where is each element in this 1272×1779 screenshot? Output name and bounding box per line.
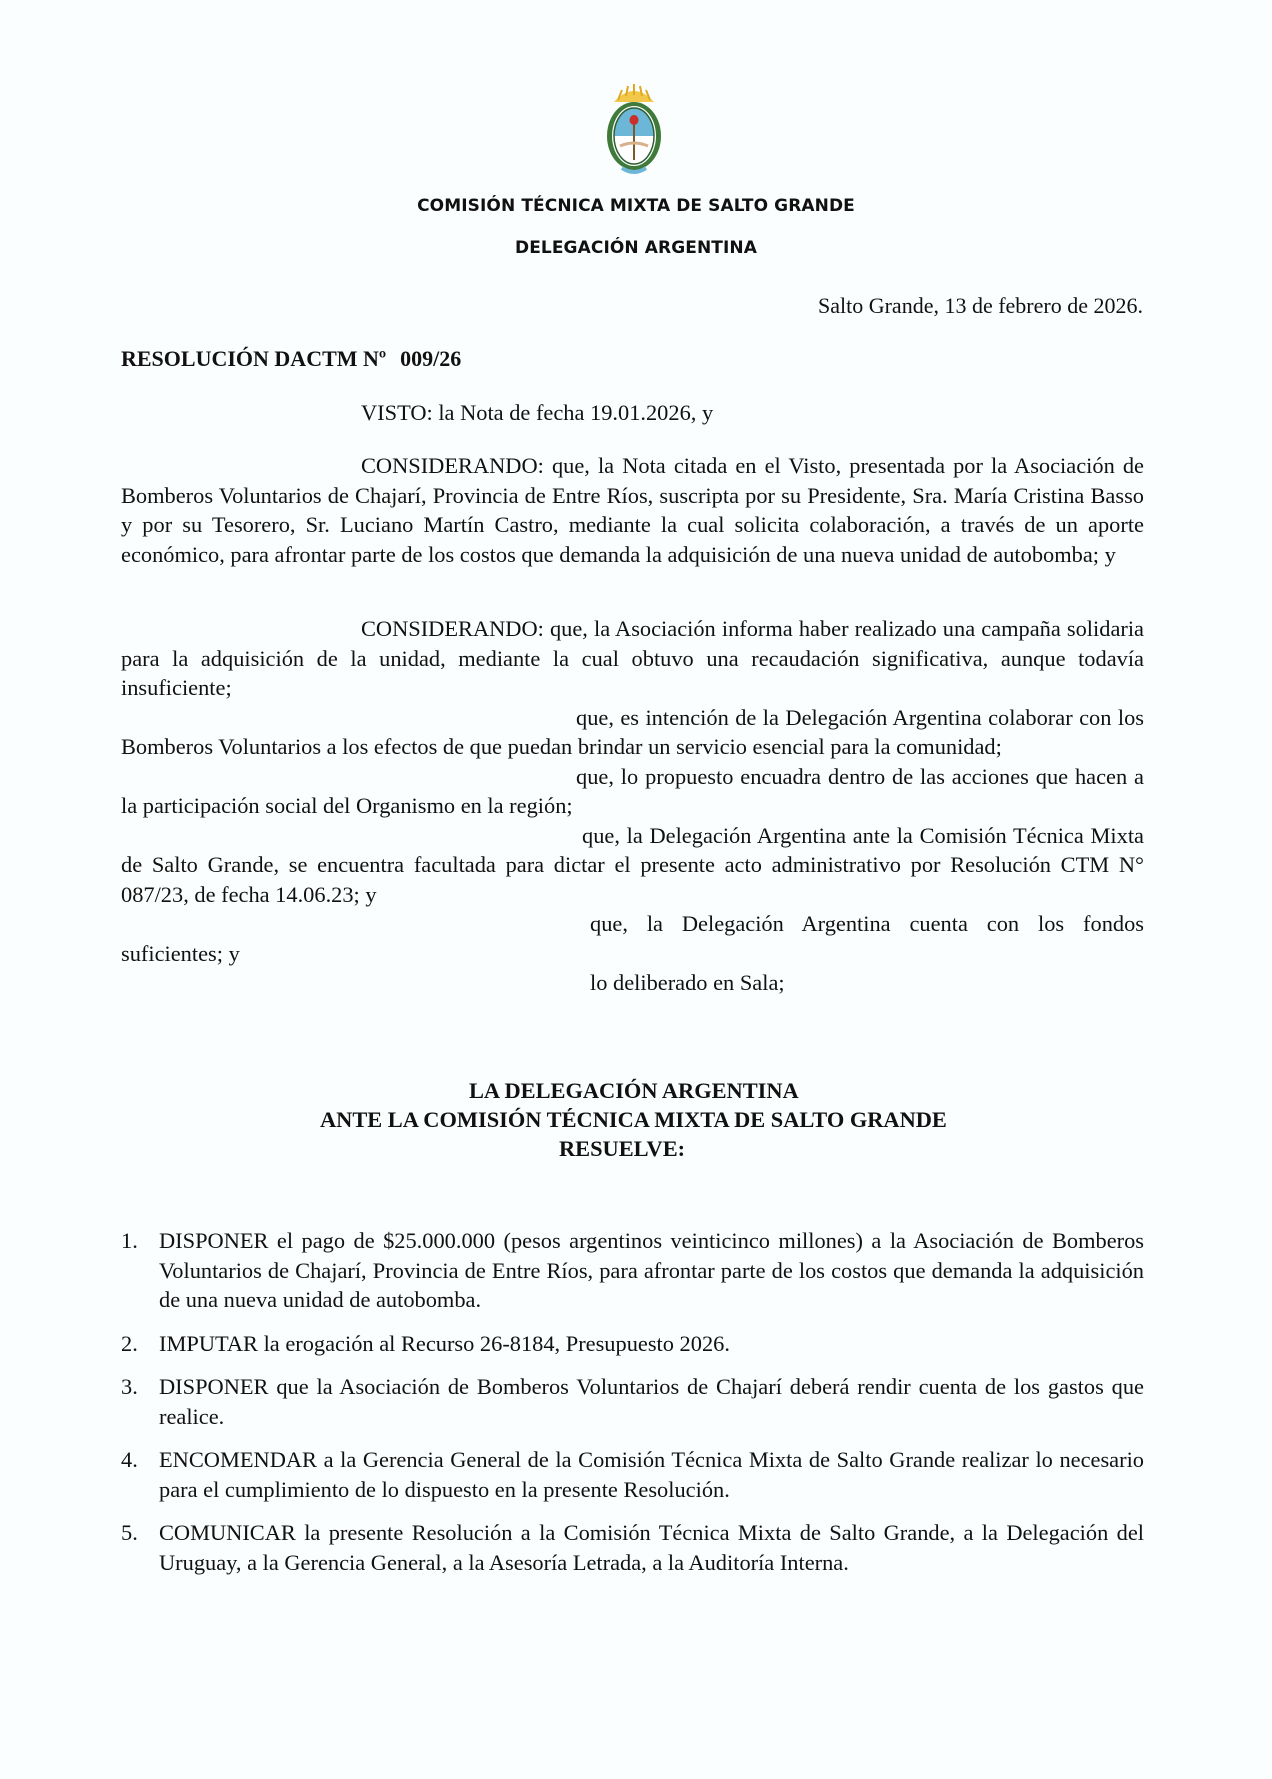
article-number: 3. (121, 1374, 138, 1399)
considerando-paragraph: que, la Delegación Argentina cuenta con los fondos suficientes; y (121, 911, 1144, 966)
article-text: DISPONER que la Asociación de Bomberos Voluntarios de Chajarí deberá rendir cuenta de los gastos que realice. (159, 1374, 1144, 1429)
article-number: 1. (121, 1228, 138, 1253)
considerando-paragraph: que, es intención de la Delegación Argentina colaborar con los Bomberos Voluntarios a los efectos de que puedan brindar un servicio esencial para la comunidad; (121, 704, 1144, 759)
article-item (121, 1518, 1144, 1577)
considerando-block-1 (121, 451, 1144, 569)
considerando-paragraph: lo deliberado en Sala; (590, 970, 785, 995)
resolution-number: 009/26 (400, 346, 462, 371)
delegation-subtitle: DELEGACIÓN ARGENTINA (514, 238, 758, 258)
resolve-heading-line: LA DELEGACIÓN ARGENTINA (469, 1078, 799, 1103)
date-line: Salto Grande, 13 de febrero de 2026. (817, 293, 1143, 318)
articles-list (121, 1226, 1144, 1591)
article-number: 4. (121, 1447, 138, 1472)
article-number: 2. (121, 1330, 138, 1356)
article-item (121, 1226, 1144, 1315)
resolve-heading-line: RESUELVE: (559, 1136, 686, 1161)
considerando-paragraph: que, la Delegación Argentina ante la Comisión Técnica Mixta de Salto Grande, se encuentra facultada para dictar el presente acto administrativo por Resolución CTM N° 087/23, de fecha 14.06.23; y (121, 822, 1144, 907)
considerando-block-2 (121, 614, 1144, 998)
organization-title: COMISIÓN TÉCNICA MIXTA DE SALTO GRANDE (417, 196, 855, 216)
article-text: COMUNICAR la presente Resolución a la Comisión Técnica Mixta de Salto Grande, a la Delegación del Uruguay, a la Gerencia General, a la Asesoría Letrada, a la Auditoría Interna. (159, 1520, 1144, 1575)
article-number: 5. (121, 1520, 138, 1545)
argentina-coat-of-arms-icon (600, 80, 668, 180)
article-item (121, 1445, 1144, 1504)
article-item (121, 1372, 1144, 1431)
sun-rays-icon (614, 84, 654, 102)
resolution-label: RESOLUCIÓN DACTM Nº (121, 346, 387, 371)
visto-paragraph: VISTO: la Nota de fecha 19.01.2026, y (361, 400, 714, 425)
article-text: IMPUTAR la erogación al Recurso 26-8184, Presupuesto 2026. (159, 1330, 730, 1356)
considerando-paragraph: CONSIDERANDO: que, la Nota citada en el Visto, presentada por la Asociación de Bomberos Voluntarios de Chajarí, Provincia de Entre Ríos, suscripta por su Presidente, Sra. María Cristina Basso y por su Tesorero, Sr. Luciano Martín Castro, mediante la cual solicita colaboración, a través de un aporte económico, para afrontar parte de los costos que demanda la adquisición de una nueva unidad de autobomba; y (121, 453, 1144, 567)
article-text: ENCOMENDAR a la Gerencia General de la Comisión Técnica Mixta de Salto Grande realizar lo necesario para el cumplimiento de lo dispuesto en la presente Resolución. (159, 1447, 1144, 1502)
article-text: DISPONER el pago de $25.000.000 (pesos argentinos veinticinco millones) a la Asociación de Bomberos Voluntarios de Chajarí, Provincia de Entre Ríos, para afrontar parte de los costos que demanda la adquisición de una nueva unidad de autobomba. (159, 1228, 1144, 1312)
considerando-paragraph: que, lo propuesto encuadra dentro de las acciones que hacen a la participación social del Organismo en la región; (121, 763, 1144, 818)
article-item (121, 1329, 1144, 1359)
resolution-number-heading (121, 346, 461, 372)
resolve-heading-line: ANTE LA COMISIÓN TÉCNICA MIXTA DE SALTO GRANDE (320, 1107, 947, 1132)
considerando-paragraph: CONSIDERANDO: que, la Asociación informa haber realizado una campaña solidaria para la adquisición de la unidad, mediante la cual obtuvo una recaudación significativa, aunque todavía insuficiente; (121, 616, 1144, 700)
